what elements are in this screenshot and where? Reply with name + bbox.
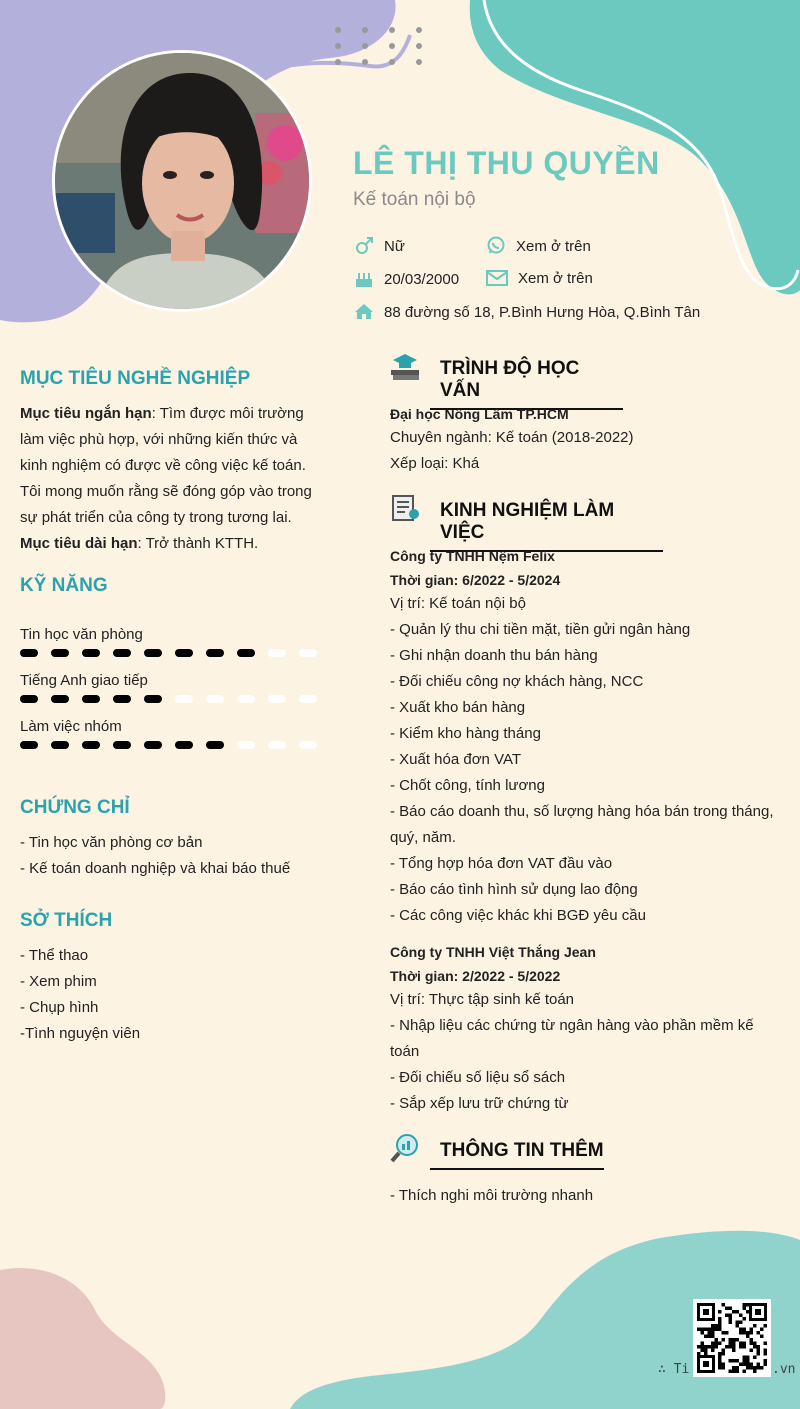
- magnifier-chart-icon: [389, 1132, 421, 1164]
- short-term-text: : Tìm được môi trường làm việc phù hợp, với những kiến thức và kinh nghiệm có được về công việc kế toán. Tôi mong muốn rằng sẽ đóng góp vào trong sự phát triển của công ty trong tương lai.: [20, 405, 312, 526]
- skill-dash-filled: [51, 649, 69, 657]
- education-major: Chuyên ngành: Kế toán (2018-2022): [390, 429, 634, 446]
- whatsapp-icon: [486, 236, 506, 256]
- education-school: Đại học Nông Lâm TP.HCM: [390, 406, 569, 422]
- skill-dash-empty: [299, 649, 317, 657]
- hobby-item: - Chụp hình: [20, 999, 99, 1016]
- job-period: Thời gian: 6/2022 - 5/2024: [390, 572, 561, 588]
- skill-dash-empty: [237, 741, 255, 749]
- qr-code[interactable]: [693, 1299, 771, 1377]
- certificate-item: - Tin học văn phòng cơ bản: [20, 834, 203, 851]
- job-duty: - Ghi nhận doanh thu bán hàng: [390, 647, 598, 664]
- job-duty: - Tổng hợp hóa đơn VAT đầu vào: [390, 855, 613, 872]
- skills-title: KỸ NĂNG: [20, 575, 108, 596]
- extra-info-title: THÔNG TIN THÊM: [430, 1140, 604, 1170]
- skill-dash-filled: [113, 649, 131, 657]
- skill-bar: [20, 741, 317, 749]
- email-info: [486, 269, 593, 287]
- skill-dash-filled: [175, 649, 193, 657]
- job-duty: quý, năm.: [390, 829, 456, 846]
- address-info: [354, 302, 700, 322]
- dot-grid-decoration: [330, 24, 430, 70]
- skill-dash-filled: [82, 741, 100, 749]
- skill-dash-filled: [20, 741, 38, 749]
- skill-label: Làm việc nhóm: [20, 718, 122, 735]
- skill-dash-empty: [268, 695, 286, 703]
- skill-dash-empty: [299, 741, 317, 749]
- skill-dash-filled: [51, 741, 69, 749]
- skill-dash-filled: [237, 649, 255, 657]
- watermark-prefix: ∴ Ti: [658, 1362, 690, 1377]
- job-duty: - Xuất kho bán hàng: [390, 699, 526, 716]
- job-position: Vị trí: Kế toán nội bộ: [390, 595, 526, 612]
- extra-info-item: - Thích nghi môi trường nhanh: [390, 1187, 594, 1204]
- skill-dash-filled: [144, 649, 162, 657]
- birthday-cake-icon: [354, 269, 374, 289]
- experience-title: KINH NGHIỆM LÀM VIỆC: [430, 500, 663, 552]
- skill-dash-empty: [268, 649, 286, 657]
- profile-photo: [52, 50, 312, 312]
- home-icon: [354, 302, 374, 322]
- skill-bar: [20, 695, 317, 703]
- job-position: Vị trí: Thực tập sinh kế toán: [390, 991, 575, 1008]
- job-duty: - Báo cáo tình hình sử dụng lao động: [390, 881, 638, 898]
- certificates-list: [20, 830, 290, 882]
- short-term-label: Mục tiêu ngắn hạn: [20, 405, 152, 422]
- objective-title: MỤC TIÊU NGHỀ NGHIỆP: [20, 368, 251, 389]
- skill-dash-empty: [299, 695, 317, 703]
- hobby-item: -Tình nguyện viên: [20, 1025, 141, 1042]
- job-period: Thời gian: 2/2022 - 5/2022: [390, 968, 561, 984]
- gender-icon: [354, 236, 374, 256]
- skill-dash-filled: [144, 695, 162, 703]
- skill-dash-filled: [175, 741, 193, 749]
- job-duty: - Nhập liệu các chứng từ ngân hàng vào phần mềm kế: [390, 1017, 754, 1034]
- job-duty: toán: [390, 1043, 420, 1060]
- education-title: TRÌNH ĐỘ HỌC VẤN: [430, 358, 623, 410]
- skill-dash-filled: [20, 695, 38, 703]
- birthdate-info: [354, 269, 459, 289]
- birthdate-value: 20/03/2000: [384, 270, 460, 288]
- candidate-name: LÊ THỊ THU QUYỀN: [353, 145, 660, 181]
- skill-label: Tin học văn phòng: [20, 626, 143, 643]
- skill-dash-filled: [206, 649, 224, 657]
- phone-info: [486, 236, 591, 256]
- email-value: Xem ở trên: [518, 269, 593, 287]
- skill-dash-filled: [82, 695, 100, 703]
- skill-dash-filled: [113, 695, 131, 703]
- skill-label: Tiếng Anh giao tiếp: [20, 672, 148, 689]
- certificates-title: CHỨNG CHỈ: [20, 797, 130, 818]
- hobbies-title: SỞ THÍCH: [20, 910, 113, 931]
- graduation-books-icon: [389, 350, 421, 382]
- skill-dash-empty: [206, 695, 224, 703]
- skill-dash-filled: [113, 741, 131, 749]
- qr-pattern: [697, 1303, 767, 1373]
- objective-text: [20, 401, 320, 557]
- hobby-item: - Xem phim: [20, 973, 97, 990]
- phone-value: Xem ở trên: [516, 237, 591, 255]
- skill-dash-filled: [82, 649, 100, 657]
- job-company: Công ty TNHH Việt Thắng Jean: [390, 944, 596, 960]
- skill-dash-filled: [20, 649, 38, 657]
- job-duty: - Kiểm kho hàng tháng: [390, 725, 541, 742]
- certificate-item: - Kế toán doanh nghiệp và khai báo thuế: [20, 860, 291, 877]
- long-term-text: : Trở thành KTTH.: [137, 535, 259, 552]
- job-duty: - Đối chiếu số liệu sổ sách: [390, 1069, 566, 1086]
- job-duty: - Chốt công, tính lương: [390, 777, 545, 794]
- skill-bar: [20, 649, 317, 657]
- hobby-item: - Thể thao: [20, 947, 89, 964]
- skill-dash-filled: [144, 741, 162, 749]
- skill-dash-filled: [206, 741, 224, 749]
- job-duty: - Đối chiếu công nợ khách hàng, NCC: [390, 673, 644, 690]
- experience-icon: [389, 492, 421, 524]
- skill-dash-empty: [175, 695, 193, 703]
- job-duty: - Các công việc khác khi BGĐ yêu cầu: [390, 907, 646, 924]
- job-duty: - Quản lý thu chi tiền mặt, tiền gửi ngân hàng: [390, 621, 691, 638]
- address-value: 88 đường số 18, P.Bình Hưng Hòa, Q.Bình Tân: [384, 303, 701, 321]
- hobbies-list: [20, 943, 140, 1047]
- skill-dash-empty: [268, 741, 286, 749]
- candidate-role: Kế toán nội bộ: [353, 189, 476, 210]
- skill-dash-filled: [51, 695, 69, 703]
- gender-value: Nữ: [384, 237, 405, 255]
- job-company: Công ty TNHH Nệm Felix: [390, 548, 555, 564]
- job-duty: - Sắp xếp lưu trữ chứng từ: [390, 1095, 569, 1112]
- gender-info: [354, 236, 405, 256]
- watermark-suffix: .vn: [772, 1362, 796, 1377]
- job-duty: - Xuất hóa đơn VAT: [390, 751, 522, 768]
- job-duty: - Báo cáo doanh thu, số lượng hàng hóa bán trong tháng,: [390, 803, 774, 820]
- envelope-icon: [486, 269, 508, 287]
- skill-dash-empty: [237, 695, 255, 703]
- education-grade: Xếp loại: Khá: [390, 455, 480, 472]
- long-term-label: Mục tiêu dài hạn: [20, 535, 138, 552]
